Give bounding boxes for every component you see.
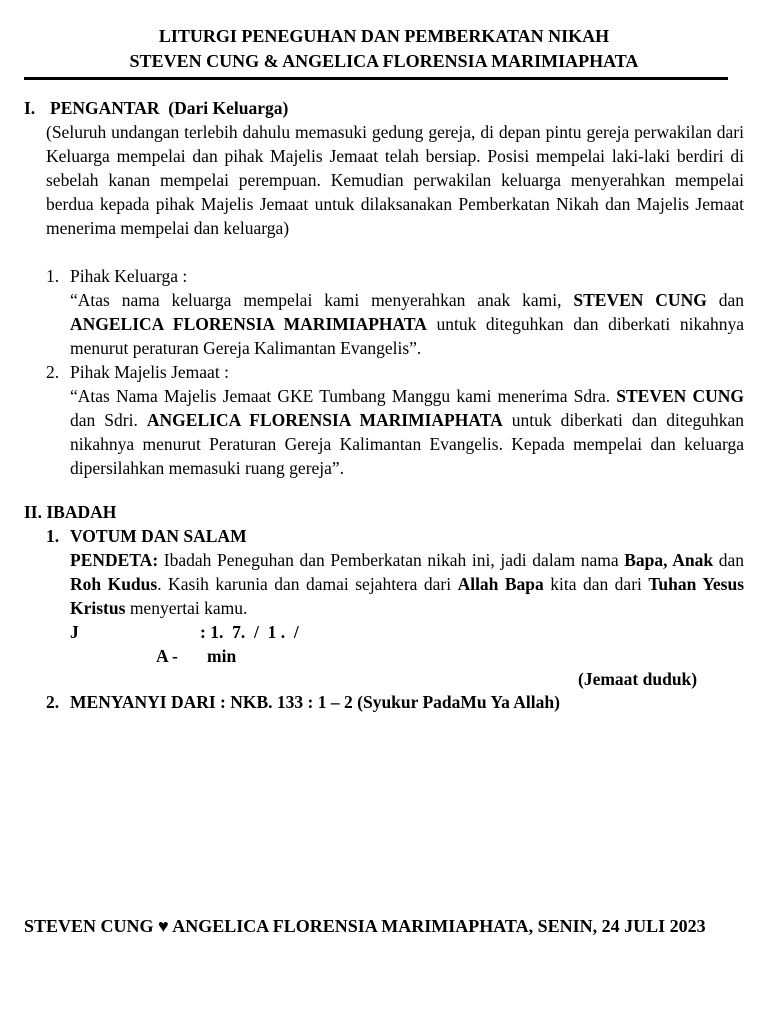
pendeta-text: PENDETA: Ibadah Peneguhan dan Pemberkatan nikah ini, jadi dalam nama Bapa, Anak dan Roh Kudus. Kasih karunia dan damai sejahtera dari Allah Bapa kita dan dari Tuhan Yesus Kristus menyertai kamu.	[70, 550, 745, 618]
item-1-statement: “Atas nama keluarga mempelai kami menyerahkan anak kami, STEVEN CUNG dan ANGELICA FLORENSIA MARIMIAPHATA untuk diteguhkan dan diberkati nikahnya menurut peraturan Gereja Kalimantan Evangelis”.	[70, 290, 744, 358]
footer-groom-name: STEVEN CUNG	[24, 916, 154, 936]
notation-numbers: : 1. 7. / 1 . /	[200, 622, 299, 642]
jemaat-duduk: (Jemaat duduk)	[578, 669, 698, 689]
section-2-title: II. IBADAH	[24, 502, 117, 522]
footer-bride-date: ANGELICA FLORENSIA MARIMIAPHATA, SENIN, 24 JULI 2023	[172, 916, 706, 936]
heart-icon: ♥	[158, 916, 169, 936]
section-1-intro: (Seluruh undangan terlebih dahulu memasuki gedung gereja, di depan pintu gereja perwakilan dari Keluarga mempelai dan pihak Majelis Jemaat telah bersiap. Posisi mempelai laki-laki berdiri di sebelah kanan mempelai perempuan. Kemudian perwakilan keluarga menyerahkan mempelai berdua kepada pihak Majelis Jemaat untuk dilaksanakan Pemberkatan Nikah dan Majelis Jemaat menerima mempelai dan keluarga)	[46, 122, 744, 238]
item-2-label: Pihak Majelis Jemaat :	[70, 362, 229, 382]
bride-name: ANGELICA FLORENSIA MARIMIAPHATA	[70, 314, 427, 334]
item-2-number: 2.	[46, 362, 60, 382]
groom-name: STEVEN CUNG	[573, 290, 707, 310]
header-couple-names: STEVEN CUNG & ANGELICA FLORENSIA MARIMIAPHATA	[129, 51, 639, 71]
votum-title: VOTUM DAN SALAM	[70, 526, 247, 546]
section-1-title: PENGANTAR (Dari Keluarga)	[50, 98, 289, 118]
notation-j: J	[70, 622, 79, 642]
ibadah-item-1-number: 1.	[46, 526, 60, 546]
amin-min: min	[207, 646, 237, 666]
ibadah-item-2-number: 2.	[46, 692, 60, 712]
section-1-number: I.	[24, 98, 36, 118]
hymn-line: MENYANYI DARI : NKB. 133 : 1 – 2 (Syukur PadaMu Ya Allah)	[70, 692, 560, 712]
pendeta-label: PENDETA:	[70, 550, 159, 570]
header-divider	[24, 77, 728, 80]
item-1-number: 1.	[46, 266, 60, 286]
groom-name: STEVEN CUNG	[616, 386, 744, 406]
item-2-statement: “Atas Nama Majelis Jemaat GKE Tumbang Manggu kami menerima Sdra. STEVEN CUNG dan Sdri. ANGELICA FLORENSIA MARIMIAPHATA untuk diberkati dan diteguhkan nikahnya menurut Peraturan Gereja Kalimantan Evangelis. Kepada mempelai dan keluarga dipersilahkan memasuki ruang gereja”.	[70, 386, 744, 478]
header-title: LITURGI PENEGUHAN DAN PEMBERKATAN NIKAH	[158, 26, 610, 46]
bride-name: ANGELICA FLORENSIA MARIMIAPHATA	[146, 410, 503, 430]
footer	[24, 914, 744, 938]
item-1-label: Pihak Keluarga :	[70, 266, 188, 286]
document-header	[0, 24, 768, 74]
amin-a: A -	[156, 646, 178, 666]
